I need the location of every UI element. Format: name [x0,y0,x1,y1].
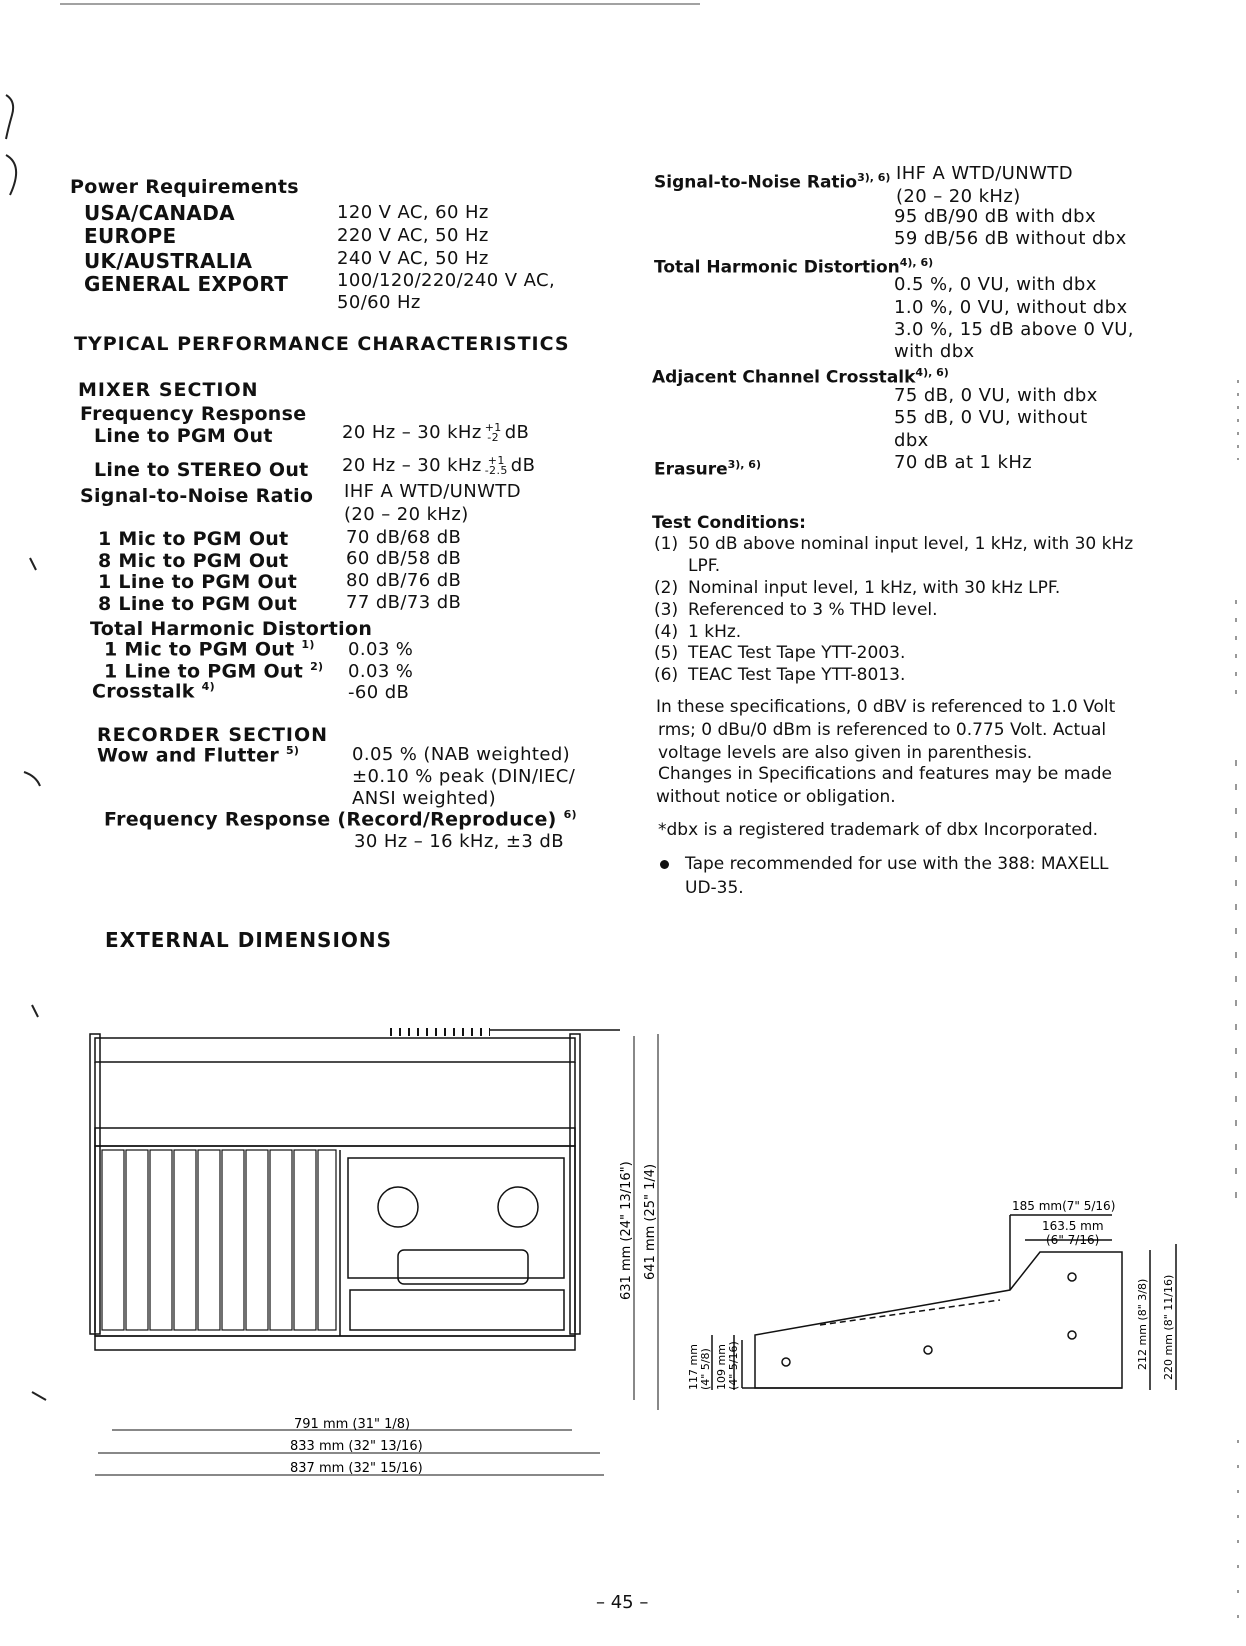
side-109-inch: (4" 5/16) [727,1341,740,1390]
right-erasure-value: 70 dB at 1 kHz [894,452,1033,473]
right-act-label: Adjacent Channel Crosstalk$^{4), 6)}$ [652,366,949,388]
right-thd-label: Total Harmonic Distortion$^{4), 6)}$ [654,256,934,278]
mixer-snr-row-value: 60 dB/58 dB [346,548,462,569]
test-condition: (4) 1 kHz. [654,622,742,642]
power-value-export: 100/120/220/240 V AC, [337,270,556,291]
right-snr-value: (20 – 20 kHz) [896,186,1021,207]
side-117: 117 mm [687,1344,700,1390]
right-thd-value: 1.0 %, 0 VU, without dbx [894,297,1128,318]
height-631: 631 mm (24" 13/16") [619,1161,634,1300]
side-view-drawing [712,1215,1176,1390]
height-641: 641 mm (25" 1/4) [643,1163,658,1280]
mixer-thd-line-value: 0.03 % [348,661,414,682]
note-line: rms; 0 dBu/0 dBm is referenced to 0.775 Volt. Actual [658,720,1107,740]
front-channel-strips [102,1150,336,1330]
test-condition: (1) 50 dB above nominal input level, 1 kHz, with 30 kHz [654,534,1134,554]
mixer-thd-label: Total Harmonic Distortion [90,618,373,640]
note-line: without notice or obligation. [656,787,896,807]
recorder-wow-label: Wow and Flutter $^{5)}$ [97,744,300,767]
mixer-snr-row-value: 80 dB/76 dB [346,570,462,591]
side-212: 212 mm (8" 3/8) [1136,1278,1149,1370]
tape-note-line1: Tape recommended for use with the 388: MAXELL [685,854,1109,874]
right-act-value: dbx [894,430,929,451]
power-value-europe: 220 V AC, 50 Hz [337,225,489,246]
typical-title: TYPICAL PERFORMANCE CHARACTERISTICS [74,333,570,355]
recorder-freq-label: Frequency Response (Record/Reproduce) $^{6)}$ [104,808,577,831]
mixer-thd-mic-label: 1 Mic to PGM Out $^{1)}$ [104,638,315,661]
depth-185: 185 mm(7" 5/16) [1012,1199,1116,1213]
test-condition: LPF. [688,556,721,576]
mixer-stereo-label: Line to STEREO Out [94,459,309,481]
mixer-snr-row-label: 1 Mic to PGM Out [98,528,289,550]
right-erasure-label: Erasure$^{3), 6)}$ [654,458,761,480]
mixer-thd-line-label: 1 Line to PGM Out $^{2)}$ [104,660,324,683]
note-line: Changes in Specifications and features may be made [658,764,1113,784]
scan-marks [6,95,46,1400]
right-snr-value: 95 dB/90 dB with dbx [894,206,1097,227]
right-snr-value: 59 dB/56 dB without dbx [894,228,1127,249]
test-condition: (5) TEAC Test Tape YTT-2003. [654,643,906,663]
right-thd-value: 3.0 %, 15 dB above 0 VU, [894,319,1134,340]
depth-163-inch: (6" 7/16) [1046,1233,1100,1247]
test-conditions-title: Test Conditions: [652,513,806,533]
mixer-thd-mic-value: 0.03 % [348,639,414,660]
page-number: – 45 – [596,1592,649,1613]
recorder-wow-value-2: ±0.10 % peak (DIN/IEC/ [352,766,576,787]
mixer-crosstalk-label: Crosstalk $^{4)}$ [92,680,215,703]
right-snr-value: IHF A WTD/UNWTD [896,163,1073,184]
width-791: 791 mm (31" 1/8) [294,1417,411,1432]
mixer-pgm-value: 20 Hz – 30 kHz +1 -2 dB [342,421,530,444]
mixer-title: MIXER SECTION [78,379,259,401]
recorder-freq-value: 30 Hz – 16 kHz, ±3 dB [354,831,564,852]
tape-note-line2: UD-35. [685,878,744,898]
dimensions-title: EXTERNAL DIMENSIONS [105,928,393,952]
right-thd-value: 0.5 %, 0 VU, with dbx [894,274,1097,295]
mixer-snr-row-label: 8 Mic to PGM Out [98,550,289,572]
mixer-snr-row-value: 77 dB/73 dB [346,592,462,613]
recorder-wow-value-3: ANSI weighted) [352,788,497,809]
recorder-wow-value-1: 0.05 % (NAB weighted) [352,744,571,765]
depth-163: 163.5 mm [1042,1219,1104,1233]
right-snr-label: Signal-to-Noise Ratio$^{3), 6)}$ [654,171,891,193]
test-condition: (3) Referenced to 3 % THD level. [654,600,938,620]
width-833: 833 mm (32" 13/16) [290,1439,423,1454]
mixer-snr-value: IHF A WTD/UNWTD [344,481,521,502]
mixer-freq-label: Frequency Response [80,403,307,425]
power-value-export-cont: 50/60 Hz [337,292,421,313]
right-act-value: 55 dB, 0 VU, without [894,407,1088,428]
test-condition: (2) Nominal input level, 1 kHz, with 30 kHz LPF. [654,578,1061,598]
recorder-title: RECORDER SECTION [97,724,329,746]
side-117-inch: (4" 5/8) [699,1348,712,1390]
right-act-value: 75 dB, 0 VU, with dbx [894,385,1098,406]
power-region-export: GENERAL EXPORT [84,272,289,296]
mixer-snr-row-label: 1 Line to PGM Out [98,571,298,593]
side-220: 220 mm (8" 11/16) [1162,1274,1175,1380]
right-thd-value: with dbx [894,341,975,362]
power-region-uk: UK/AUSTRALIA [84,249,253,273]
power-title: Power Requirements [70,176,299,198]
power-region-usa: USA/CANADA [84,201,235,225]
trademark-note: *dbx is a registered trademark of dbx Incorporated. [658,820,1099,840]
power-region-europe: EUROPE [84,224,177,248]
front-view-drawing [90,1030,620,1350]
mixer-stereo-value: 20 Hz – 30 kHz +1 -2.5 dB [342,454,536,477]
power-value-uk: 240 V AC, 50 Hz [337,248,489,269]
test-condition: (6) TEAC Test Tape YTT-8013. [654,665,906,685]
note-line: voltage levels are also given in parenthesis. [658,743,1033,763]
width-837: 837 mm (32" 15/16) [290,1461,423,1476]
mixer-crosstalk-value: -60 dB [348,682,410,703]
mixer-snr-label: Signal-to-Noise Ratio [80,485,314,507]
mixer-snr-row-label: 8 Line to PGM Out [98,593,298,615]
mixer-snr-row-value: 70 dB/68 dB [346,527,462,548]
front-dimension-lines [95,1034,658,1475]
mixer-pgm-label: Line to PGM Out [94,425,273,447]
mixer-snr-range: (20 – 20 kHz) [344,504,469,525]
right-edge-marks [1236,380,1238,1640]
side-109: 109 mm [715,1344,728,1390]
note-line: In these specifications, 0 dBV is referenced to 1.0 Volt [656,697,1116,717]
power-value-usa: 120 V AC, 60 Hz [337,202,489,223]
